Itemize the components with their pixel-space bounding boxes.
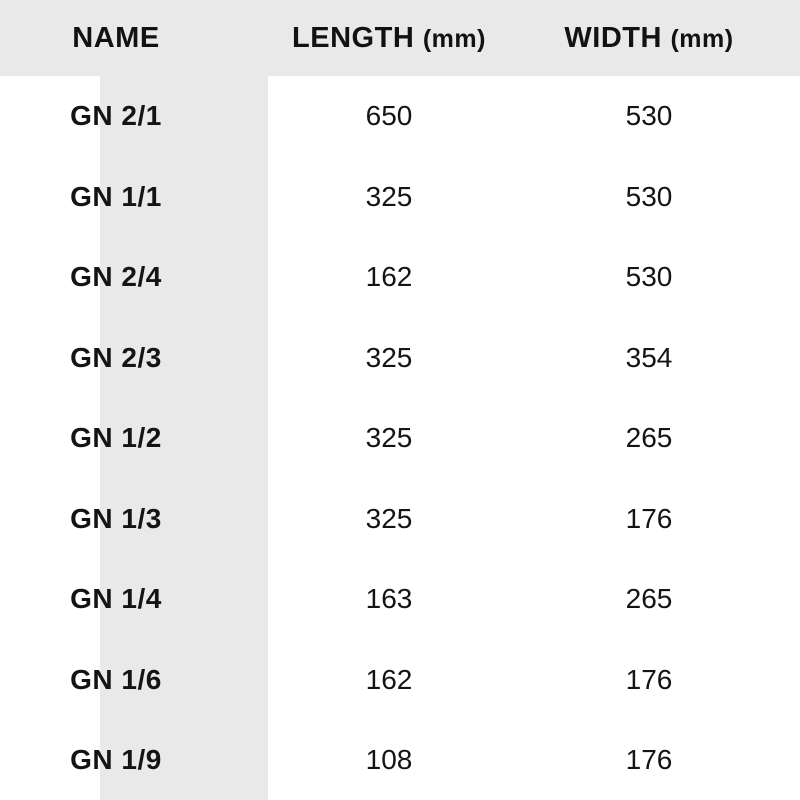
cell-length: 325 bbox=[365, 422, 413, 454]
cell-length: 325 bbox=[365, 341, 413, 373]
cell-name: GN 1/9 bbox=[70, 744, 162, 776]
table-row bbox=[0, 76, 800, 157]
table-row bbox=[0, 640, 800, 721]
cell-length: 108 bbox=[365, 744, 413, 776]
table-row bbox=[0, 237, 800, 318]
cell-name: GN 2/1 bbox=[70, 100, 162, 132]
column-header-length-unit: (mm) bbox=[422, 24, 486, 53]
cell-length: 163 bbox=[365, 583, 413, 615]
column-header-name-label: NAME bbox=[72, 21, 160, 54]
cell-width: 265 bbox=[625, 583, 673, 615]
cell-name: GN 2/3 bbox=[70, 341, 162, 373]
cell-width: 176 bbox=[625, 744, 673, 776]
table-row bbox=[0, 720, 800, 800]
table-row bbox=[0, 559, 800, 640]
cell-length: 162 bbox=[365, 261, 413, 293]
cell-name: GN 1/1 bbox=[70, 180, 162, 212]
table-body bbox=[0, 76, 800, 800]
cell-width: 176 bbox=[625, 663, 673, 695]
cell-name: GN 1/6 bbox=[70, 663, 162, 695]
column-header-name bbox=[0, 0, 268, 76]
table-row bbox=[0, 398, 800, 479]
column-header-width-label: WIDTH bbox=[564, 21, 662, 54]
cell-width: 265 bbox=[625, 422, 673, 454]
cell-length: 325 bbox=[365, 180, 413, 212]
cell-name: GN 2/4 bbox=[70, 261, 162, 293]
cell-name: GN 1/2 bbox=[70, 422, 162, 454]
table-row bbox=[0, 157, 800, 238]
cell-name: GN 1/3 bbox=[70, 502, 162, 534]
cell-width: 354 bbox=[625, 341, 673, 373]
cell-length: 325 bbox=[365, 502, 413, 534]
cell-length: 650 bbox=[365, 100, 413, 132]
table-row bbox=[0, 318, 800, 399]
column-header-width bbox=[520, 0, 800, 76]
cell-name: GN 1/4 bbox=[70, 583, 162, 615]
table-header bbox=[0, 0, 800, 76]
cell-width: 530 bbox=[625, 261, 673, 293]
column-header-width-unit: (mm) bbox=[670, 24, 734, 53]
cell-width: 176 bbox=[625, 502, 673, 534]
table-row bbox=[0, 479, 800, 560]
cell-width: 530 bbox=[625, 100, 673, 132]
table-header-row bbox=[0, 0, 800, 76]
column-header-length bbox=[268, 0, 520, 76]
cell-length: 162 bbox=[365, 663, 413, 695]
cell-width: 530 bbox=[625, 180, 673, 212]
column-header-length-label: LENGTH bbox=[292, 21, 415, 54]
